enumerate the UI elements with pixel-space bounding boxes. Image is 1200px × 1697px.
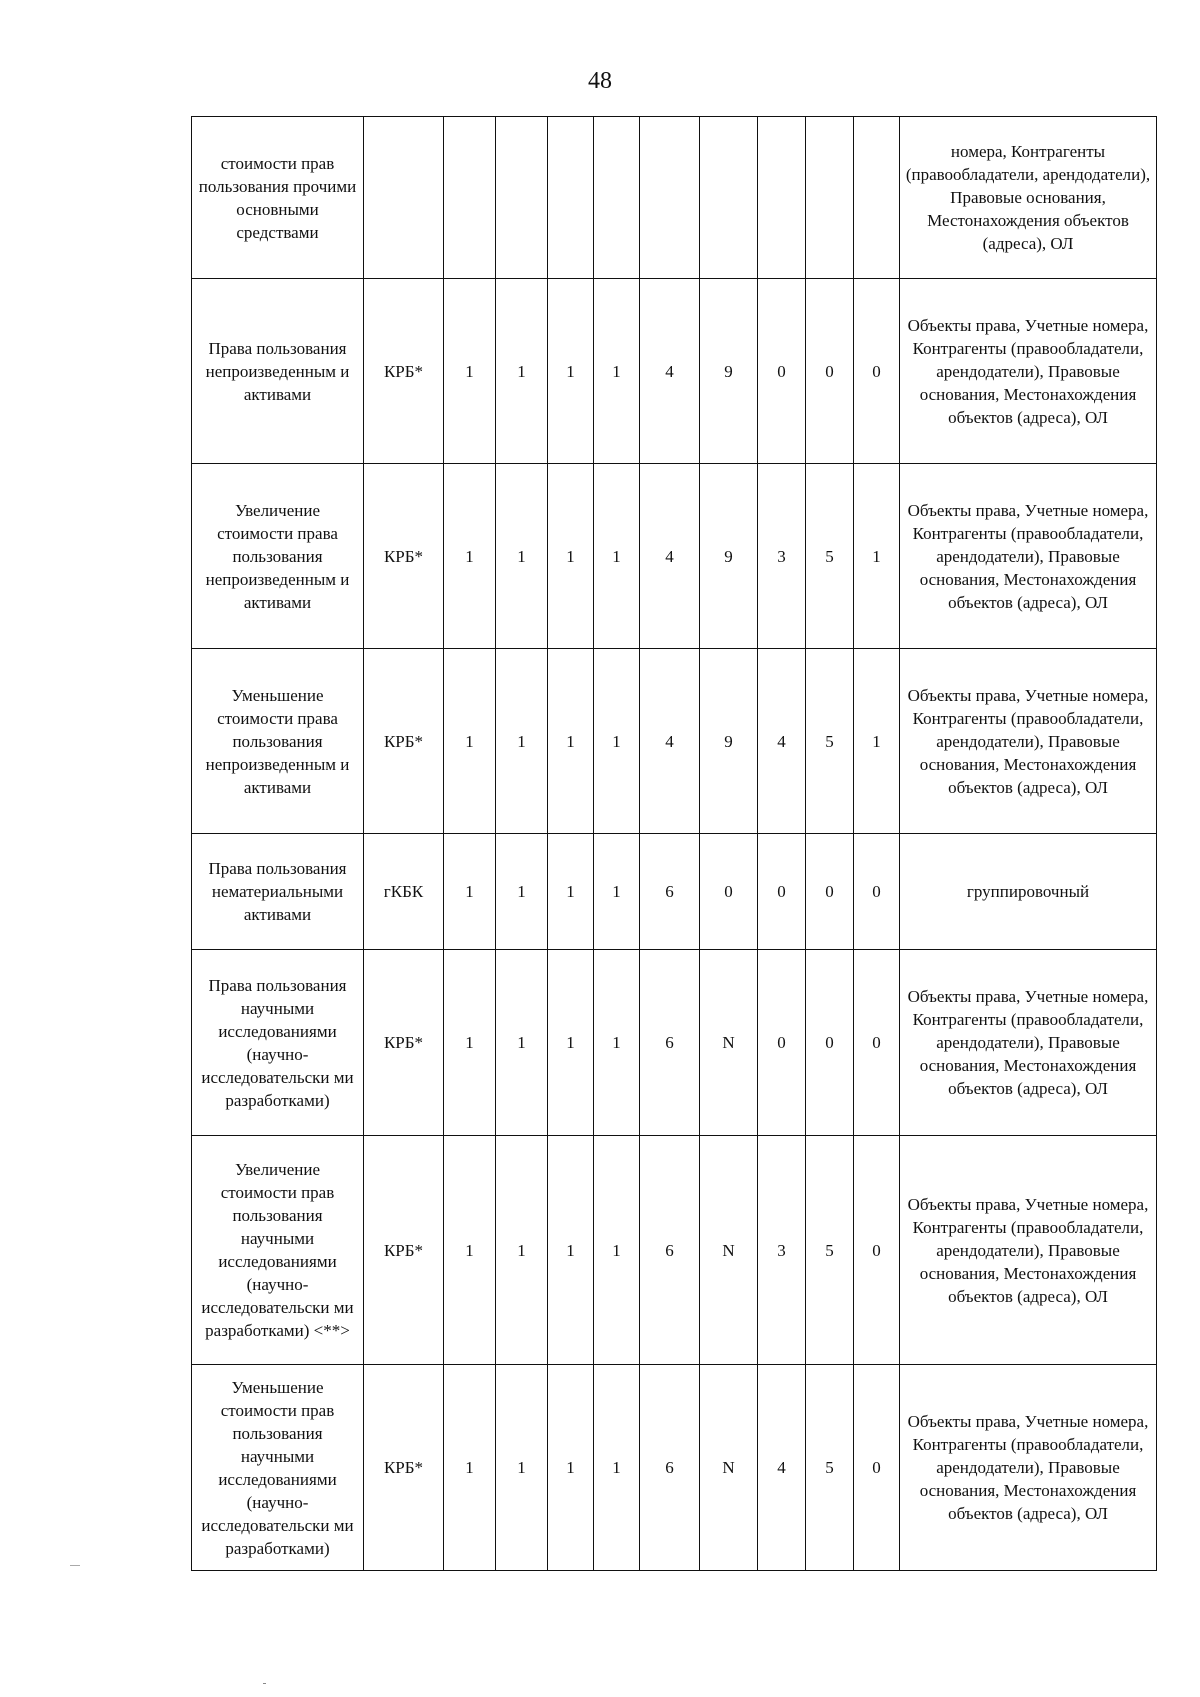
code-type-cell: КРБ* <box>364 464 444 649</box>
account-digit-cell: 1 <box>548 649 594 834</box>
account-digit-cell: 1 <box>548 1365 594 1571</box>
account-digit-cell: 1 <box>594 1365 640 1571</box>
account-digit-cell: 1 <box>548 834 594 950</box>
account-digit-cell: 6 <box>640 1136 700 1365</box>
account-digit-cell: 0 <box>854 279 900 464</box>
account-digit-cell: 0 <box>854 834 900 950</box>
analytics-cell: номера, Контрагенты (правообладатели, арендодатели), Правовые основания, Местонахождения объектов (адреса), ОЛ <box>900 117 1157 279</box>
account-digit-cell: 5 <box>806 464 854 649</box>
account-digit-cell: 1 <box>496 1365 548 1571</box>
account-name-cell: Права пользования нематериальными активами <box>192 834 364 950</box>
analytics-cell: Объекты права, Учетные номера, Контрагенты (правообладатели, арендодатели), Правовые основания, Местонахождения объектов (адреса), ОЛ <box>900 649 1157 834</box>
account-digit-cell: 1 <box>854 464 900 649</box>
code-type-cell: КРБ* <box>364 950 444 1136</box>
account-digit-cell: 1 <box>594 464 640 649</box>
account-digit-cell <box>548 117 594 279</box>
account-digit-cell: 1 <box>548 279 594 464</box>
table-row <box>192 1365 1157 1571</box>
account-digit-cell: 1 <box>548 1136 594 1365</box>
account-name-cell: Увеличение стоимости прав пользования научными исследованиями (научно-исследовательски ми разработками) <**> <box>192 1136 364 1365</box>
account-digit-cell: 4 <box>640 649 700 834</box>
table-row <box>192 649 1157 834</box>
account-digit-cell: 1 <box>594 279 640 464</box>
analytics-cell: Объекты права, Учетные номера, Контрагенты (правообладатели, арендодатели), Правовые основания, Местонахождения объектов (адреса), ОЛ <box>900 1136 1157 1365</box>
account-digit-cell: 1 <box>594 834 640 950</box>
account-digit-cell <box>700 117 758 279</box>
account-digit-cell: 0 <box>854 1136 900 1365</box>
account-digit-cell: 1 <box>496 279 548 464</box>
account-digit-cell: 1 <box>444 950 496 1136</box>
account-digit-cell: 3 <box>758 1136 806 1365</box>
account-digit-cell: 1 <box>594 1136 640 1365</box>
account-digit-cell: 9 <box>700 279 758 464</box>
account-digit-cell: 1 <box>496 834 548 950</box>
account-digit-cell: 1 <box>444 834 496 950</box>
analytics-cell: группировочный <box>900 834 1157 950</box>
account-digit-cell: 4 <box>640 279 700 464</box>
code-type-cell: КРБ* <box>364 649 444 834</box>
account-digit-cell: 0 <box>700 834 758 950</box>
account-digit-cell: 1 <box>594 950 640 1136</box>
account-digit-cell: 5 <box>806 649 854 834</box>
account-name-cell: Права пользования непроизведенным и активами <box>192 279 364 464</box>
account-digit-cell: N <box>700 950 758 1136</box>
account-digit-cell: 0 <box>806 950 854 1136</box>
account-digit-cell: 1 <box>444 649 496 834</box>
page-number: 48 <box>588 68 612 94</box>
account-digit-cell <box>806 117 854 279</box>
table-body <box>192 117 1157 1571</box>
account-digit-cell: 1 <box>548 950 594 1136</box>
code-type-cell: КРБ* <box>364 279 444 464</box>
table-row <box>192 464 1157 649</box>
account-digit-cell: 1 <box>496 950 548 1136</box>
account-digit-cell: 1 <box>496 464 548 649</box>
code-type-cell <box>364 117 444 279</box>
analytics-cell: Объекты права, Учетные номера, Контрагенты (правообладатели, арендодатели), Правовые основания, Местонахождения объектов (адреса), ОЛ <box>900 464 1157 649</box>
analytics-cell: Объекты права, Учетные номера, Контрагенты (правообладатели, арендодатели), Правовые основания, Местонахождения объектов (адреса), ОЛ <box>900 279 1157 464</box>
account-name-cell: стоимости прав пользования прочими основными средствами <box>192 117 364 279</box>
account-digit-cell: 4 <box>758 1365 806 1571</box>
account-digit-cell: 1 <box>854 649 900 834</box>
account-digit-cell: 4 <box>640 464 700 649</box>
account-digit-cell: 5 <box>806 1365 854 1571</box>
account-digit-cell: 0 <box>758 279 806 464</box>
account-digit-cell: 1 <box>594 649 640 834</box>
table-row <box>192 279 1157 464</box>
account-digit-cell: 1 <box>444 1365 496 1571</box>
account-name-cell: Уменьшение стоимости права пользования непроизведенным и активами <box>192 649 364 834</box>
account-digit-cell: 1 <box>496 1136 548 1365</box>
table-row <box>192 834 1157 950</box>
account-name-cell: Уменьшение стоимости прав пользования научными исследованиями (научно-исследовательски ми разработками) <box>192 1365 364 1571</box>
table-row <box>192 950 1157 1136</box>
code-type-cell: КРБ* <box>364 1365 444 1571</box>
table-row <box>192 117 1157 279</box>
scan-artifact <box>70 1565 80 1566</box>
account-digit-cell: 0 <box>854 950 900 1136</box>
account-digit-cell: 9 <box>700 649 758 834</box>
account-digit-cell: 1 <box>444 464 496 649</box>
account-digit-cell: 0 <box>806 279 854 464</box>
scan-artifact <box>263 1683 266 1684</box>
code-type-cell: гКБК <box>364 834 444 950</box>
account-digit-cell <box>758 117 806 279</box>
account-digit-cell: 4 <box>758 649 806 834</box>
analytics-cell: Объекты права, Учетные номера, Контрагенты (правообладатели, арендодатели), Правовые основания, Местонахождения объектов (адреса), ОЛ <box>900 1365 1157 1571</box>
account-digit-cell: 6 <box>640 1365 700 1571</box>
account-digit-cell <box>594 117 640 279</box>
code-type-cell: КРБ* <box>364 1136 444 1365</box>
account-digit-cell: 0 <box>758 834 806 950</box>
table-row <box>192 1136 1157 1365</box>
account-digit-cell: 0 <box>806 834 854 950</box>
accounts-table <box>191 116 1157 1571</box>
account-digit-cell: 1 <box>444 1136 496 1365</box>
account-digit-cell <box>854 117 900 279</box>
account-digit-cell: 6 <box>640 834 700 950</box>
account-name-cell: Увеличение стоимости права пользования непроизведенным и активами <box>192 464 364 649</box>
account-digit-cell <box>640 117 700 279</box>
account-digit-cell: 6 <box>640 950 700 1136</box>
account-digit-cell: 5 <box>806 1136 854 1365</box>
account-digit-cell: 0 <box>758 950 806 1136</box>
account-digit-cell: 0 <box>854 1365 900 1571</box>
account-digit-cell <box>444 117 496 279</box>
account-digit-cell: 1 <box>548 464 594 649</box>
account-digit-cell: 9 <box>700 464 758 649</box>
account-digit-cell <box>496 117 548 279</box>
account-digit-cell: N <box>700 1365 758 1571</box>
analytics-cell: Объекты права, Учетные номера, Контрагенты (правообладатели, арендодатели), Правовые основания, Местонахождения объектов (адреса), ОЛ <box>900 950 1157 1136</box>
account-digit-cell: 1 <box>444 279 496 464</box>
account-digit-cell: 3 <box>758 464 806 649</box>
account-digit-cell: N <box>700 1136 758 1365</box>
account-digit-cell: 1 <box>496 649 548 834</box>
account-name-cell: Права пользования научными исследованиями (научно-исследовательски ми разработками) <box>192 950 364 1136</box>
